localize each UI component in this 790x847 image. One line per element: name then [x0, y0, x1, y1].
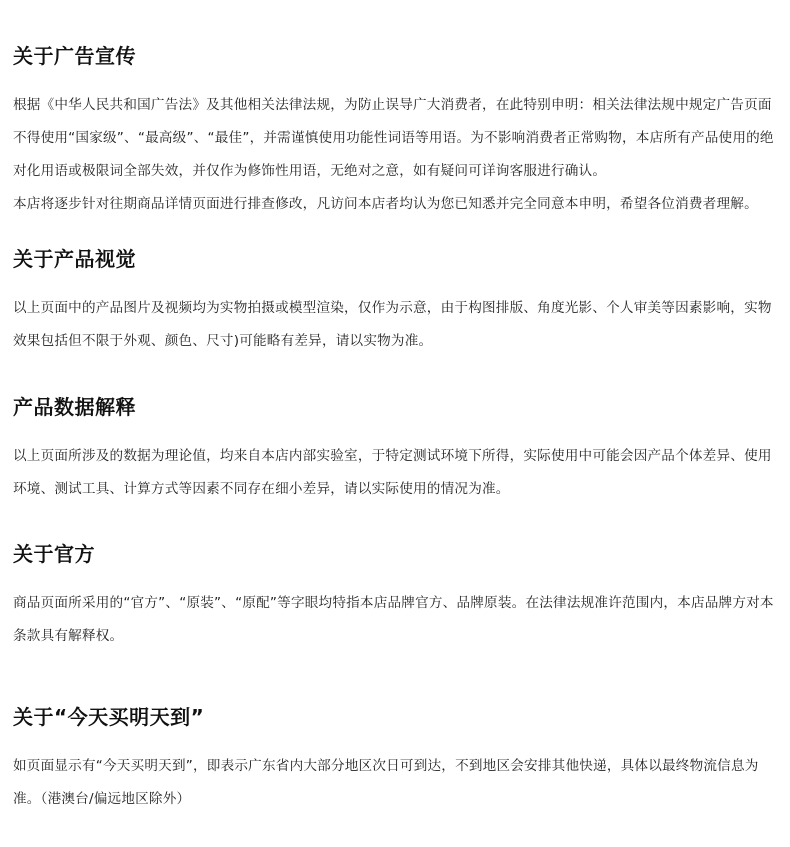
section-paragraph: 根据《中华人民共和国广告法》及其他相关法律法规，为防止误导广大消费者，在此特别申明：相关法律法规中规定广告页面不得使用“国家级”、“最高级”、“最佳”，并需谨慎使用功能性词语等用语。为不影响消费者正常购物，本店所有产品使用的绝对化用语或极限词全部失效，并仅作为修饰性用语，无绝对之意，如有疑问可详询客服进行确认。: [13, 97, 774, 179]
section-product-data: [13, 393, 777, 506]
section-title-product-visuals: 关于产品视觉: [13, 247, 136, 271]
section-title-official: 关于官方: [13, 542, 95, 566]
section-title-product-data: 产品数据解释: [13, 395, 136, 419]
section-paragraph: 如页面显示有“今天买明天到”，即表示广东省内大部分地区次日可到达，不到地区会安排其他快递，具体以最终物流信息为准。（港澳台/偏远地区除外）: [13, 758, 759, 807]
section-paragraph: 商品页面所采用的“官方”、“原装”、“原配”等字眼均特指本店品牌官方、品牌原装。在法律法规准许范围内，本店品牌方对本条款具有解释权。: [13, 595, 774, 644]
section-paragraph: 以上页面中的产品图片及视频均为实物拍摄或模型渲染，仅作为示意，由于构图排版、角度光影、个人审美等因素影响，实物效果包括但不限于外观、颜色、尺寸)可能略有差异，请以实物为准。: [13, 300, 772, 349]
section-official: [13, 540, 777, 653]
section-paragraph: 本店将逐步针对往期商品详情页面进行排查修改，凡访问本店者均认为您已知悉并完全同意本申明，希望各位消费者理解。: [13, 196, 758, 212]
section-next-day-delivery: [13, 703, 777, 816]
section-paragraph: 以上页面所涉及的数据为理论值，均来自本店内部实验室，于特定测试环境下所得，实际使用中可能会因产品个体差异、使用环境、测试工具、计算方式等因素不同存在细小差异，请以实际使用的情况为准。: [13, 448, 772, 497]
section-product-visuals: [13, 245, 777, 358]
section-title-next-day-delivery: 关于“今天买明天到”: [13, 705, 205, 729]
section-title-advertising: 关于广告宣传: [13, 44, 136, 68]
section-advertising: [13, 42, 777, 221]
